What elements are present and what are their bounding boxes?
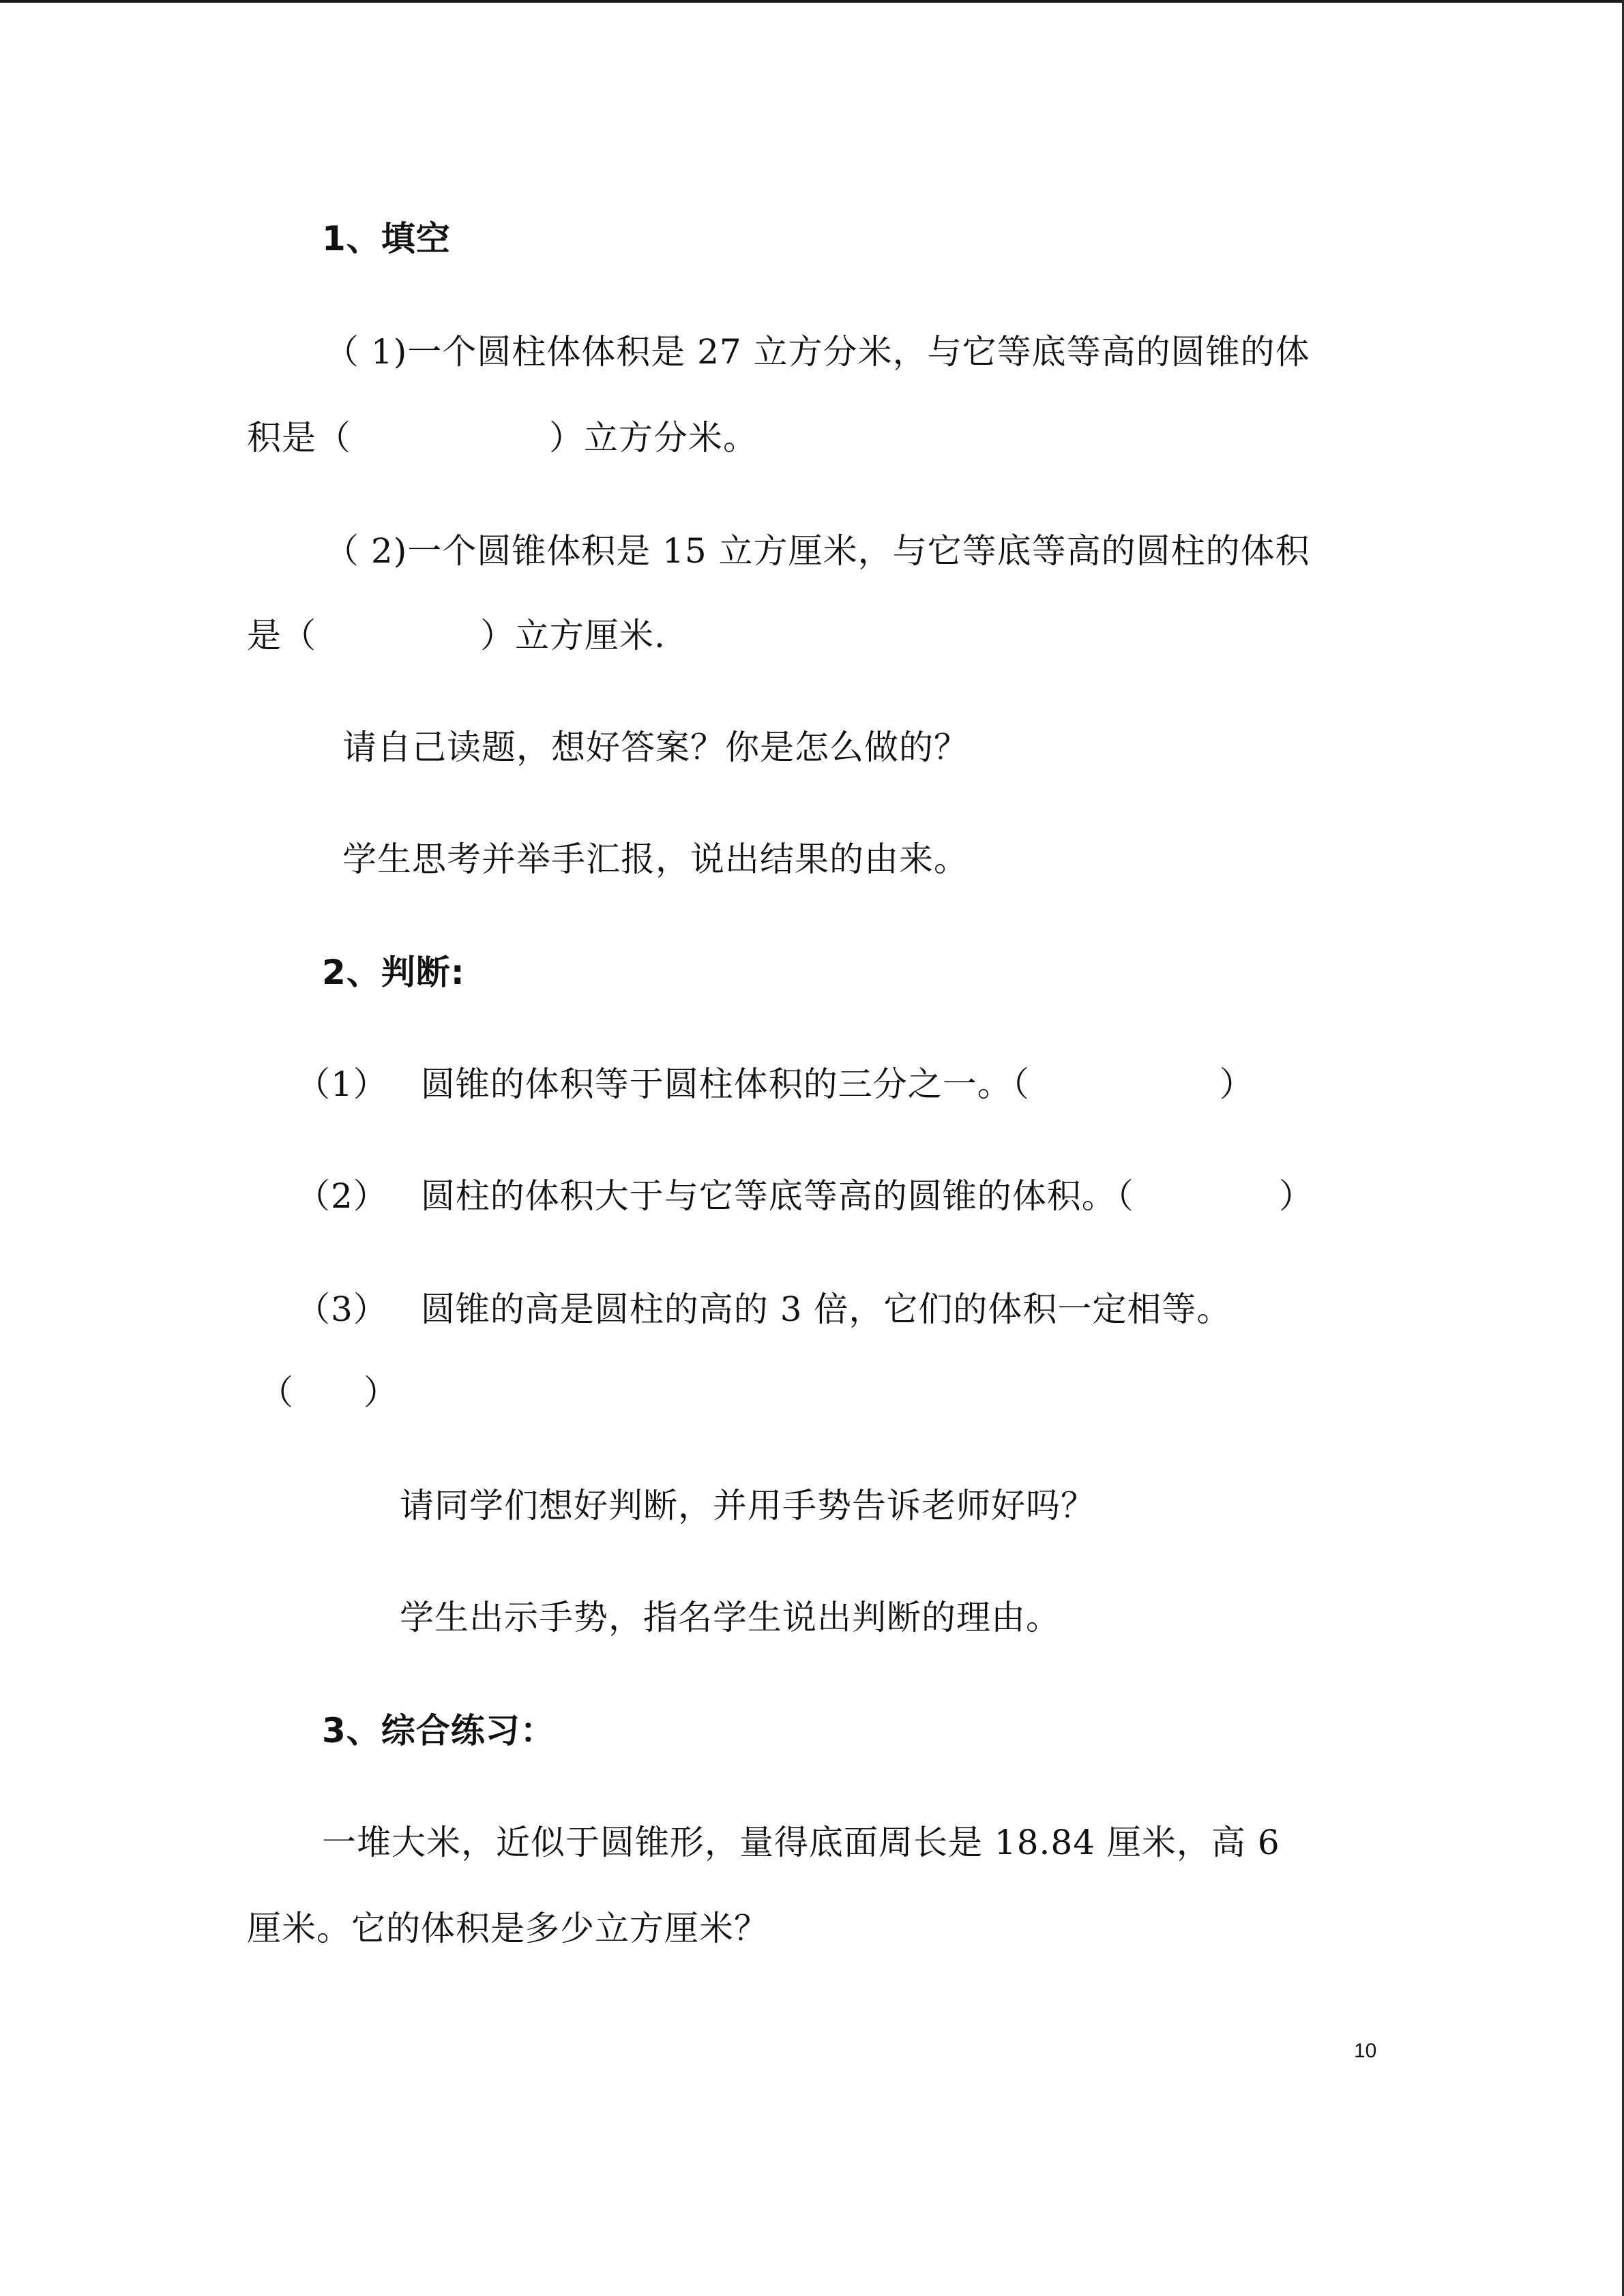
judgment-item-text: 圆锥的体积等于圆柱体积的三分之一。（ bbox=[420, 1064, 1030, 1104]
question-1-blank-open: 积是（ bbox=[247, 418, 351, 458]
judgment-item-number: （1） bbox=[296, 1064, 388, 1104]
question-1-line-2 bbox=[247, 416, 758, 460]
question-2-blank-close: ）立方厘米. bbox=[480, 616, 666, 655]
section3-heading: 3、综合练习： bbox=[322, 1711, 555, 1750]
section2-heading: 2、判断: bbox=[322, 953, 465, 992]
question-2-blank-open: 是（ bbox=[247, 616, 316, 655]
section1-prompt: 请自己读题，想好答案？你是怎么做的？ bbox=[342, 728, 969, 767]
page-top-border bbox=[0, 0, 1624, 3]
judgment-item-close: ） bbox=[1278, 1176, 1314, 1216]
question-2-text: 一个圆锥体积是 15 立方厘米，与它等底等高的圆柱的体积 bbox=[407, 531, 1310, 571]
judgment-item-text: 圆柱的体积大于与它等底等高的圆锥的体积。（ bbox=[420, 1176, 1134, 1216]
exercise-line-2: 厘米。它的体积是多少立方厘米？ bbox=[247, 1909, 769, 1948]
question-2-line-1 bbox=[325, 529, 1310, 573]
judgment-item-number: （3） bbox=[296, 1289, 388, 1329]
page-number: 10 bbox=[1354, 2040, 1377, 2062]
judgment-item-number: （2） bbox=[296, 1176, 388, 1216]
question-2-line-2 bbox=[247, 614, 666, 657]
question-1-text: 一个圆柱体体积是 27 立方分米，与它等底等高的圆锥的体 bbox=[407, 332, 1310, 372]
judgment-item-text: 圆锥的高是圆柱的高的 3 倍，它们的体积一定相等。 bbox=[420, 1289, 1232, 1329]
question-1-blank-close: ）立方分米。 bbox=[549, 418, 758, 458]
section1-heading: 1、填空 bbox=[322, 219, 451, 258]
question-1-number: （ 1) bbox=[325, 332, 408, 372]
judgment-item-3 bbox=[296, 1287, 1231, 1331]
question-1-line-1 bbox=[325, 330, 1310, 374]
judgment-item-blank-open: （ bbox=[259, 1373, 294, 1412]
section2-prompt: 请同学们想好判断，并用手势告诉老师好吗？ bbox=[400, 1486, 1095, 1525]
section1-response: 学生思考并举手汇报，说出结果的由来。 bbox=[342, 839, 969, 879]
judgment-item-3-blank bbox=[259, 1371, 398, 1414]
question-2-number: （ 2) bbox=[325, 531, 408, 571]
judgment-item-close: ） bbox=[1219, 1064, 1254, 1104]
section2-response: 学生出示手势，指名学生说出判断的理由。 bbox=[400, 1598, 1061, 1637]
judgment-item-2 bbox=[296, 1174, 1314, 1218]
judgment-item-blank-close: ） bbox=[364, 1373, 398, 1412]
exercise-line-1: 一堆大米，近似于圆锥形，量得底面周长是 18.84 厘米，高 6 bbox=[322, 1823, 1280, 1862]
judgment-item-1 bbox=[296, 1062, 1254, 1106]
